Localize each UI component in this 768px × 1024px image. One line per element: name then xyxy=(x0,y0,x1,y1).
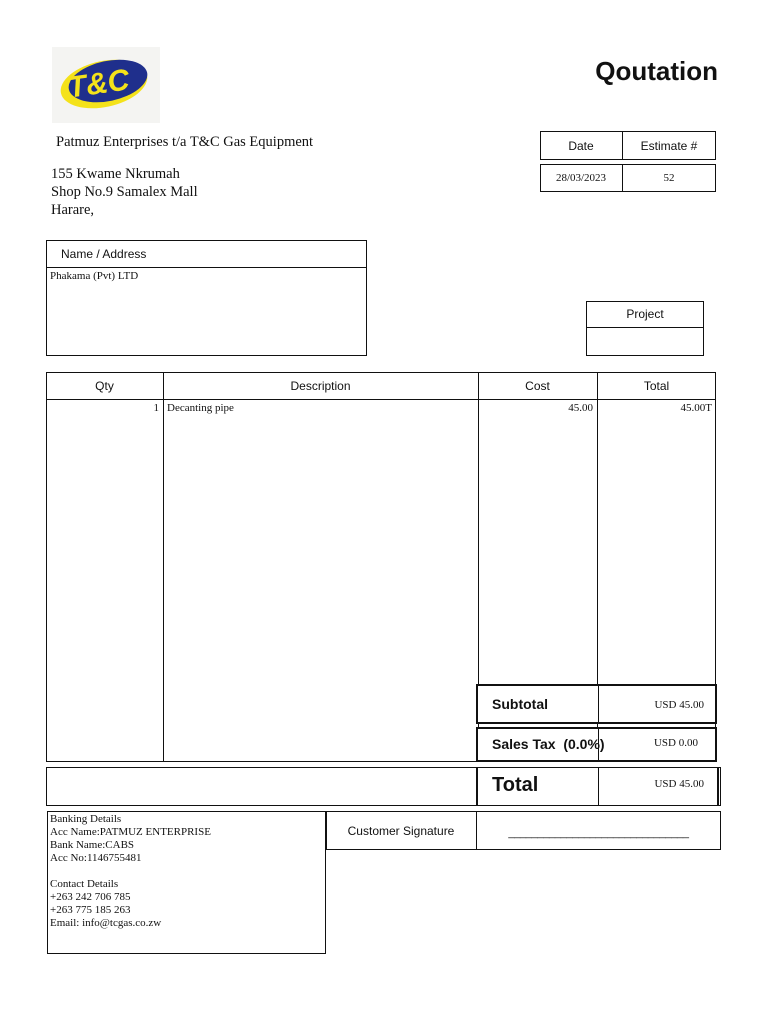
logo-text: T&C xyxy=(65,63,132,105)
project-label: Project xyxy=(626,307,664,321)
subtotal-label: Subtotal xyxy=(492,696,548,712)
customer-label: Name / Address xyxy=(61,247,147,261)
qty-header: Qty xyxy=(95,378,114,393)
project-value xyxy=(586,327,704,356)
phone-1: +263 242 706 785 xyxy=(50,891,131,903)
total-header: Total xyxy=(643,378,670,393)
address-line-3: Harare, xyxy=(51,202,95,218)
row-cost: 45.00 xyxy=(568,402,593,414)
account-name: Acc Name:PATMUZ ENTERPRISE xyxy=(50,826,211,838)
bank-name: Bank Name:CABS xyxy=(50,839,135,851)
date-value: 28/03/2023 xyxy=(555,172,607,184)
subtotal-value: USD 45.00 xyxy=(654,699,704,711)
company-logo xyxy=(52,47,160,123)
banking-details-box xyxy=(47,811,326,954)
contact-heading: Contact Details xyxy=(50,878,119,890)
account-number: Acc No:1146755481 xyxy=(50,852,142,864)
total-value: USD 45.00 xyxy=(654,778,704,790)
company-name: Patmuz Enterprises t/a T&C Gas Equipment xyxy=(56,134,314,150)
row-total: 45.00T xyxy=(680,402,712,414)
logo-graphic xyxy=(52,47,160,123)
description-header: Description xyxy=(290,378,351,393)
cost-header: Cost xyxy=(525,378,550,393)
customer-name: Phakama (Pvt) LTD xyxy=(50,270,139,282)
address-line-2: Shop No.9 Samalex Mall xyxy=(51,184,198,200)
total-label: Total xyxy=(492,774,539,796)
estimate-number-label: Estimate # xyxy=(640,138,698,153)
address-line-1: 155 Kwame Nkrumah xyxy=(51,166,180,182)
sales-tax-label: Sales Tax (0.0%) xyxy=(492,736,605,752)
phone-2: +263 775 185 263 xyxy=(50,904,131,916)
banking-heading: Banking Details xyxy=(50,813,122,825)
date-label: Date xyxy=(568,138,594,153)
row-qty: 1 xyxy=(153,402,159,414)
document-title: Qoutation xyxy=(595,56,718,86)
row-description: Decanting pipe xyxy=(167,402,234,414)
signature-label: Customer Signature xyxy=(347,823,455,838)
sales-tax-value: USD 0.00 xyxy=(653,737,698,749)
email: Email: info@tcgas.co.zw xyxy=(50,917,162,929)
signature-line[interactable]: _______________________________ xyxy=(508,826,689,839)
estimate-number-value: 52 xyxy=(663,172,675,184)
